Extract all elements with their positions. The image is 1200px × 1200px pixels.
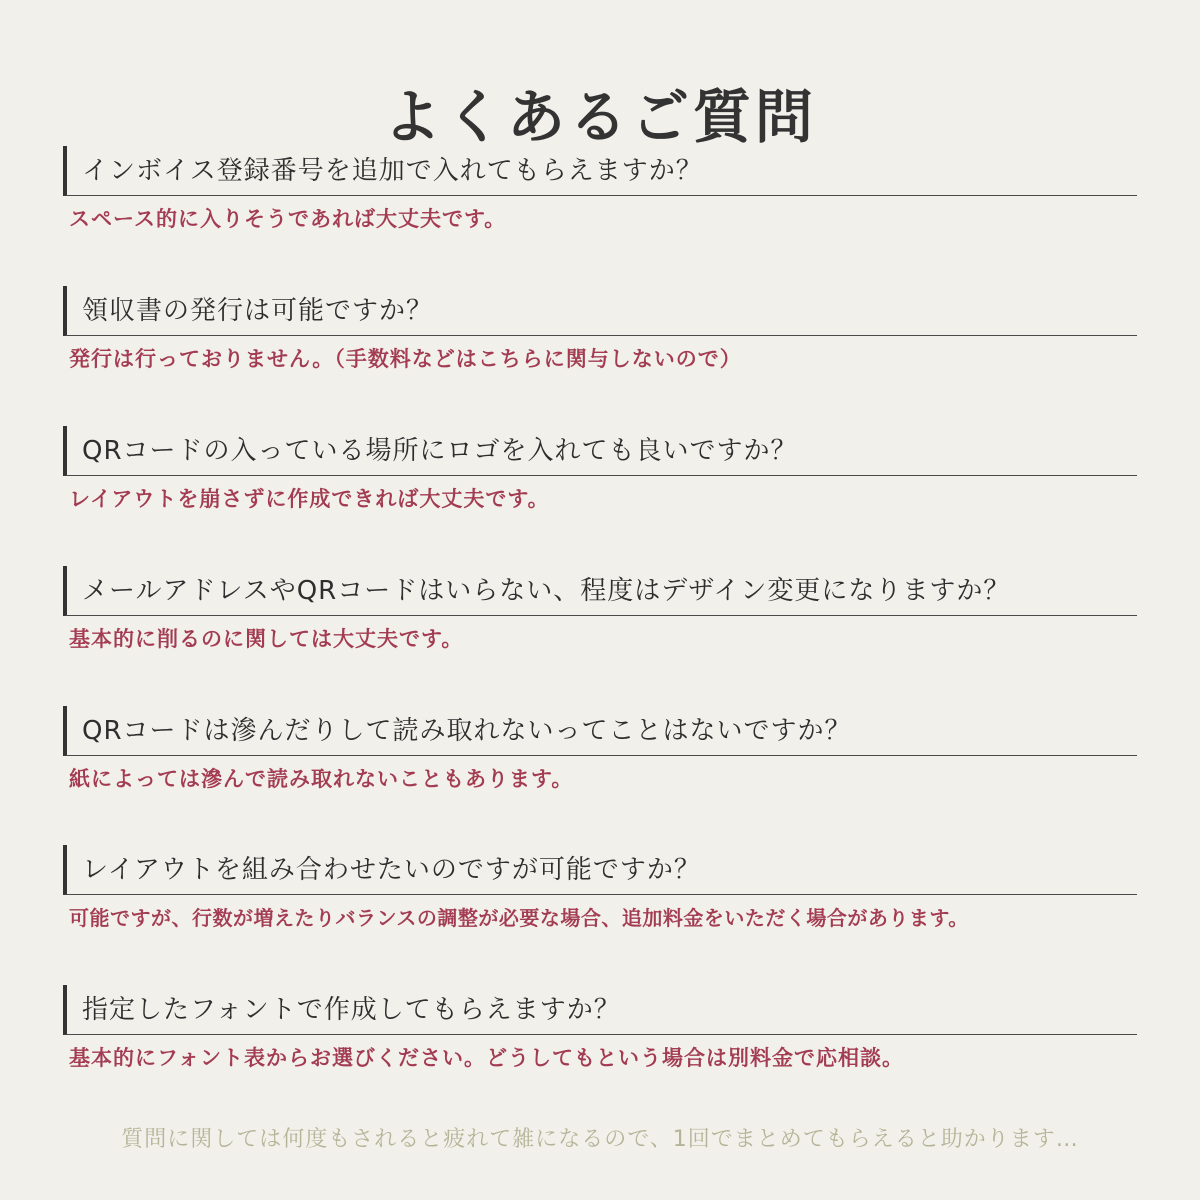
faq-question: レイアウトを組み合わせたいのですが可能ですか？ bbox=[63, 845, 1137, 895]
faq-item bbox=[63, 286, 1137, 376]
faq-question: メールアドレスやQRコードはいらない、程度はデザイン変更になりますか？ bbox=[63, 566, 1137, 616]
faq-question: インボイス登録番号を追加で入れてもらえますか？ bbox=[63, 146, 1137, 196]
page-title: よくあるご質問 bbox=[382, 82, 817, 151]
faq-answer: 紙によっては滲んで読み取れないこともあります。 bbox=[69, 767, 574, 791]
faq-question: 指定したフォントで作成してもらえますか？ bbox=[63, 985, 1137, 1035]
faq-item bbox=[63, 426, 1137, 516]
faq-item bbox=[63, 985, 1137, 1075]
faq-answer: 可能ですが、行数が増えたりバランスの調整が必要な場合、追加料金をいただく場合があります。 bbox=[69, 906, 969, 930]
faq-question: 領収書の発行は可能ですか？ bbox=[63, 286, 1137, 336]
faq-answer: スペース的に入りそうであれば大丈夫です。 bbox=[69, 207, 507, 231]
faq-item bbox=[63, 566, 1137, 656]
faq-item bbox=[63, 845, 1137, 935]
faq-question: QRコードの入っている場所にロゴを入れても良いですか？ bbox=[63, 426, 1137, 476]
footer-note: 質問に関しては何度もされると疲れて雑になるので、1回でまとめてもらえると助かります… bbox=[121, 1127, 1079, 1152]
faq-answer: 基本的に削るのに関しては大丈夫です。 bbox=[69, 627, 464, 651]
faq-answer: 基本的にフォント表からお選びください。どうしてもという場合は別料金で応相談。 bbox=[69, 1046, 904, 1070]
faq-item bbox=[63, 146, 1137, 236]
faq-answer: 発行は行っておりません。（手数料などはこちらに関与しないので） bbox=[69, 347, 742, 371]
faq-question: QRコードは滲んだりして読み取れないってことはないですか？ bbox=[63, 706, 1137, 756]
faq-item bbox=[63, 706, 1137, 796]
faq-answer: レイアウトを崩さずに作成できれば大丈夫です。 bbox=[69, 487, 550, 511]
